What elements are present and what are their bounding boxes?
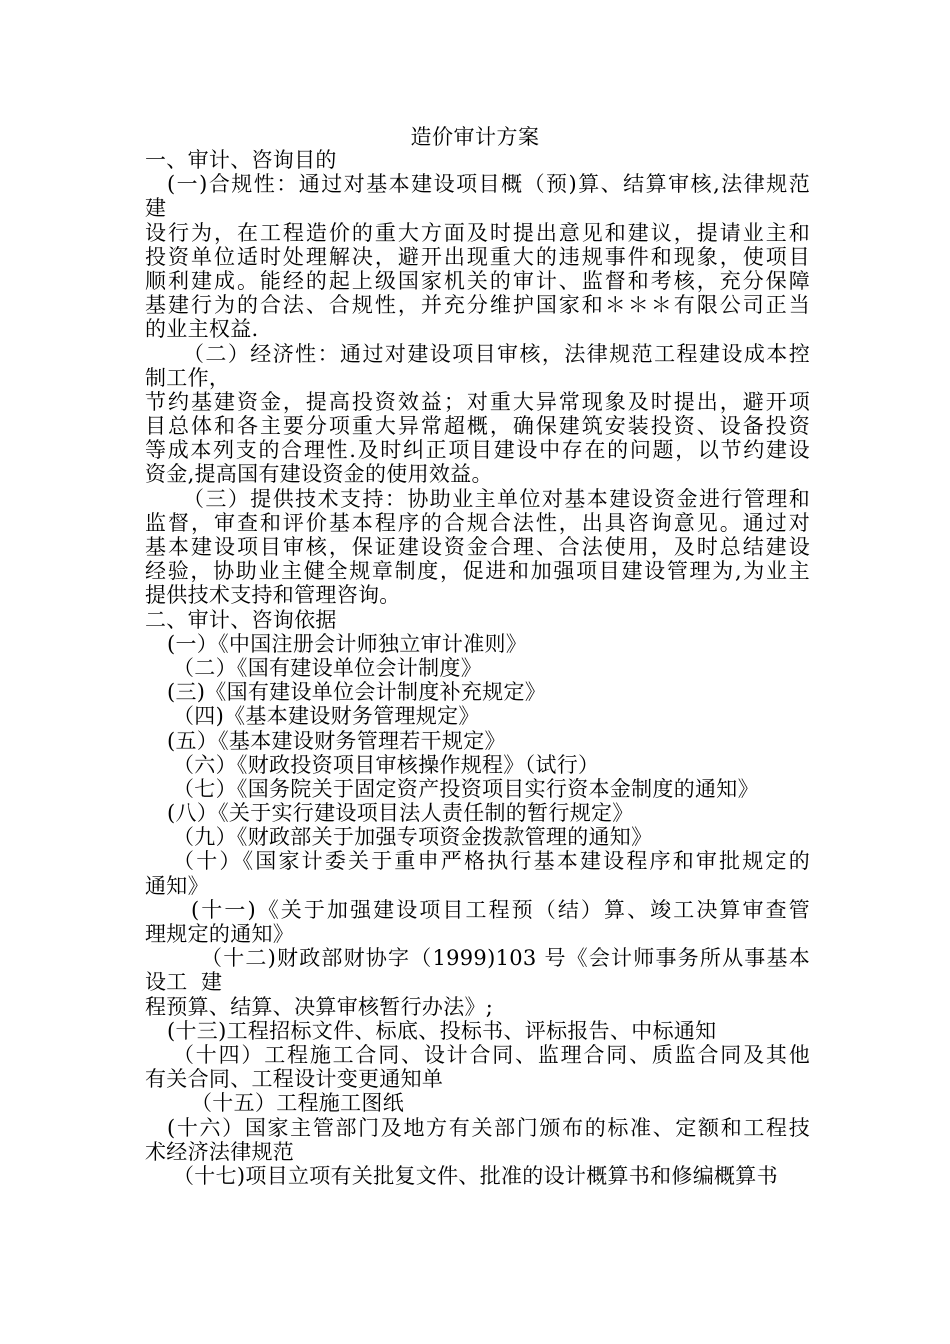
section-heading-basis: 二、审计、咨询依据	[145, 607, 337, 632]
paragraph-line: 顺利建成。能经的起上级国家机关的审计、监督和考核，充分保障	[145, 268, 810, 293]
basis-item: (十一)《关于加强建设项目工程预（结）算、竣工决算审查管	[191, 897, 810, 922]
basis-item-continued: 通知》	[145, 873, 209, 898]
basis-item-continued: 程预算、结算、决算审核暂行办法》;	[145, 994, 494, 1019]
basis-item: (五）《基本建设财务管理若干规定》	[167, 728, 506, 753]
basis-item: （十五）工程施工图纸	[191, 1091, 404, 1116]
paragraph-line: 投资单位适时处理解决，避开出现重大的违规事件和现象，使项目	[145, 244, 810, 269]
basis-item: （九）《财政部关于加强专项资金拨款管理的通知》	[173, 825, 653, 850]
basis-item: （十二)财政部财协字（1999)103 号《会计师事务所从事基本建	[201, 946, 810, 995]
paragraph-line: 提供技术支持和管理咨询。	[145, 583, 401, 608]
basis-item: (十六）国家主管部门及地方有关部门颁布的标准、定额和工程技	[167, 1115, 810, 1140]
basis-item: （十七)项目立项有关批复文件、批准的设计概算书和修编概算书	[173, 1163, 778, 1188]
paragraph-line: （三）提供技术支持：协助业主单位对基本建设资金进行管理和	[183, 486, 810, 511]
basis-item: （十四）工程施工合同、设计合同、监理合同、质监合同及其他	[173, 1042, 810, 1067]
paragraph-line: （二）经济性：通过对建设项目审核，法律规范工程建设成本控	[183, 341, 810, 366]
paragraph-line: 基本建设项目审核，保证建设资金合理、合法使用，及时总结建设	[145, 535, 810, 559]
basis-item: (十三)工程招标文件、标底、投标书、评标报告、中标通知	[167, 1018, 717, 1043]
basis-item: （七）《国务院关于固定资产投资项目实行资本金制度的通知》	[173, 776, 759, 801]
basis-item: (八）《关于实行建设项目法人责任制的暂行规定》	[167, 801, 634, 826]
paragraph-line: (一)合规性：通过对基本建设项目概（预)算、结算审核,法律规范	[167, 172, 810, 197]
basis-item: (三)《国有建设单位会计制度补充规定》	[167, 680, 547, 705]
basis-item: （十）《国家计委关于重申严格执行基本建设程序和审批规定的	[173, 849, 810, 874]
basis-item: (一）《中国注册会计师独立审计准则》	[167, 631, 528, 656]
basis-item: （二）《国有建设单位会计制度》	[173, 655, 482, 680]
paragraph-line: 经验，协助业主健全规章制度，促进和加强项目建设管理为,为业主	[145, 559, 810, 584]
paragraph-line: 基建行为的合法、合规性，并充分维护国家和＊＊＊有限公司正当	[145, 293, 810, 318]
paragraph-line: 节约基建资金，提高投资效益；对重大异常现象及时提出，避开项	[145, 389, 810, 414]
basis-item-continued: 设工	[145, 970, 188, 995]
paragraph-line: 的业主权益.	[145, 317, 259, 342]
paragraph-line: 建	[145, 196, 167, 221]
basis-item-continued: 有关合同、工程设计变更通知单	[145, 1067, 444, 1092]
basis-item: （六）《财政投资项目审核操作规程》（试行）	[173, 752, 600, 777]
document-title: 造价审计方案	[410, 125, 540, 149]
basis-item-continued: 理规定的通知》	[145, 922, 295, 946]
basis-item-continued: 术经济法律规范	[145, 1139, 295, 1164]
section-heading-purpose: 一、审计、咨询目的	[145, 148, 337, 172]
paragraph-line: 资金,提高国有建设资金的使用效益。	[145, 462, 493, 487]
document-body	[145, 148, 810, 1188]
paragraph-line: 目总体和各主要分项重大异常超概，确保建筑安装投资、设备投资	[145, 414, 810, 439]
paragraph-line: 设行为，在工程造价的重大方面及时提出意见和建议，提请业主和	[145, 220, 810, 245]
basis-item: （四)《基本建设财务管理规定》	[173, 704, 480, 729]
paragraph-line: 制工作，	[145, 365, 231, 390]
paragraph-line: 监督，审查和评价基本程序的合规合法性，出具咨询意见。通过对	[145, 510, 810, 535]
paragraph-line: 等成本列支的合理性.及时纠正项目建设中存在的问题，以节约建设	[145, 438, 810, 463]
